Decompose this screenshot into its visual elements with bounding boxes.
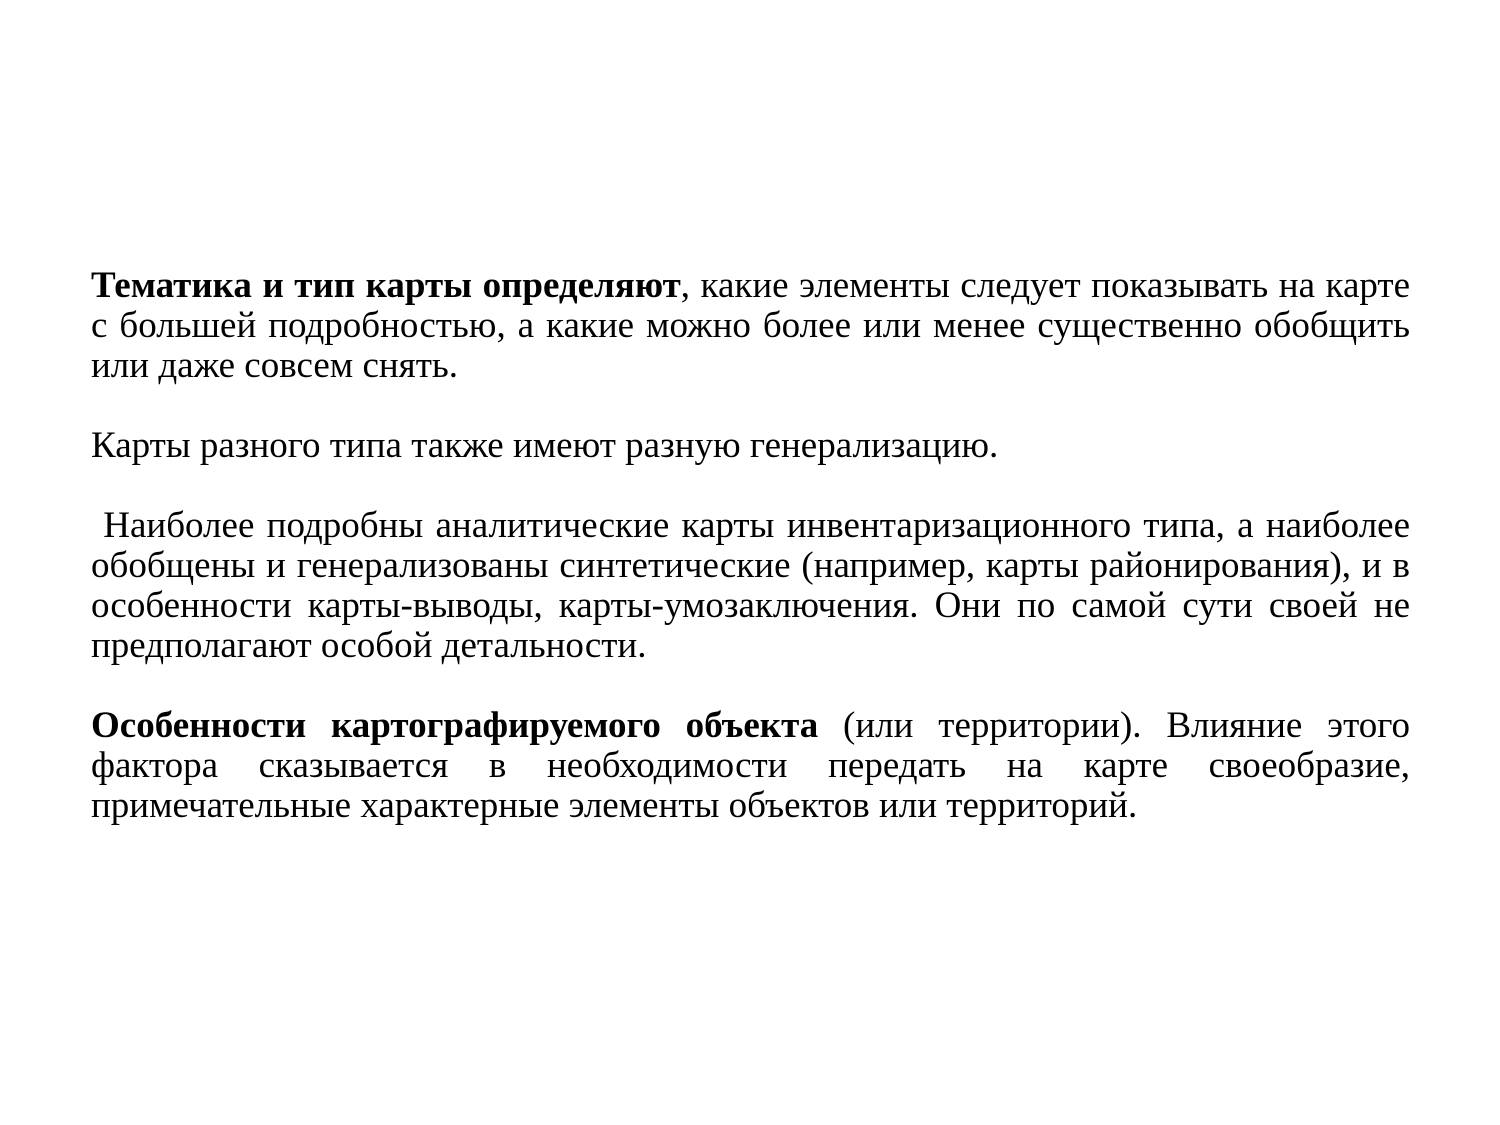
paragraph-text: (или территории). Влияние этого фактора сказывается в необходимости передать на карте своеобразие, примечательные характерные элементы объектов или территорий. <box>91 705 1411 826</box>
paragraph-bold-lead: Тематика и тип карты определяют <box>91 265 681 306</box>
paragraph-map-types-generalization <box>91 426 1410 466</box>
body-text <box>91 265 1420 826</box>
paragraph-text: , какие элементы следует показывать на карте с большей подробностью, а какие можно более или менее существенно обобщить или даже совсем снять. <box>91 265 1410 386</box>
paragraph-analytic-vs-synthetic <box>91 505 1420 666</box>
paragraph-text: Наиболее подробны аналитические карты инвентаризационного типа, а наиболее обобщены и генерализованы синтетические (например, карты районирования), и в особенности карты-выводы, карты-умозаключения. Они по самой сути своей не предполагают особой детальности. <box>91 505 1420 666</box>
paragraph-bold-lead: Особенности картографируемого объекта <box>91 705 819 746</box>
paragraph-object-features <box>91 706 1410 826</box>
paragraph-map-theme-and-type <box>91 266 1410 386</box>
paragraph-text: Карты разного типа также имеют разную генерализацию. <box>91 425 999 466</box>
